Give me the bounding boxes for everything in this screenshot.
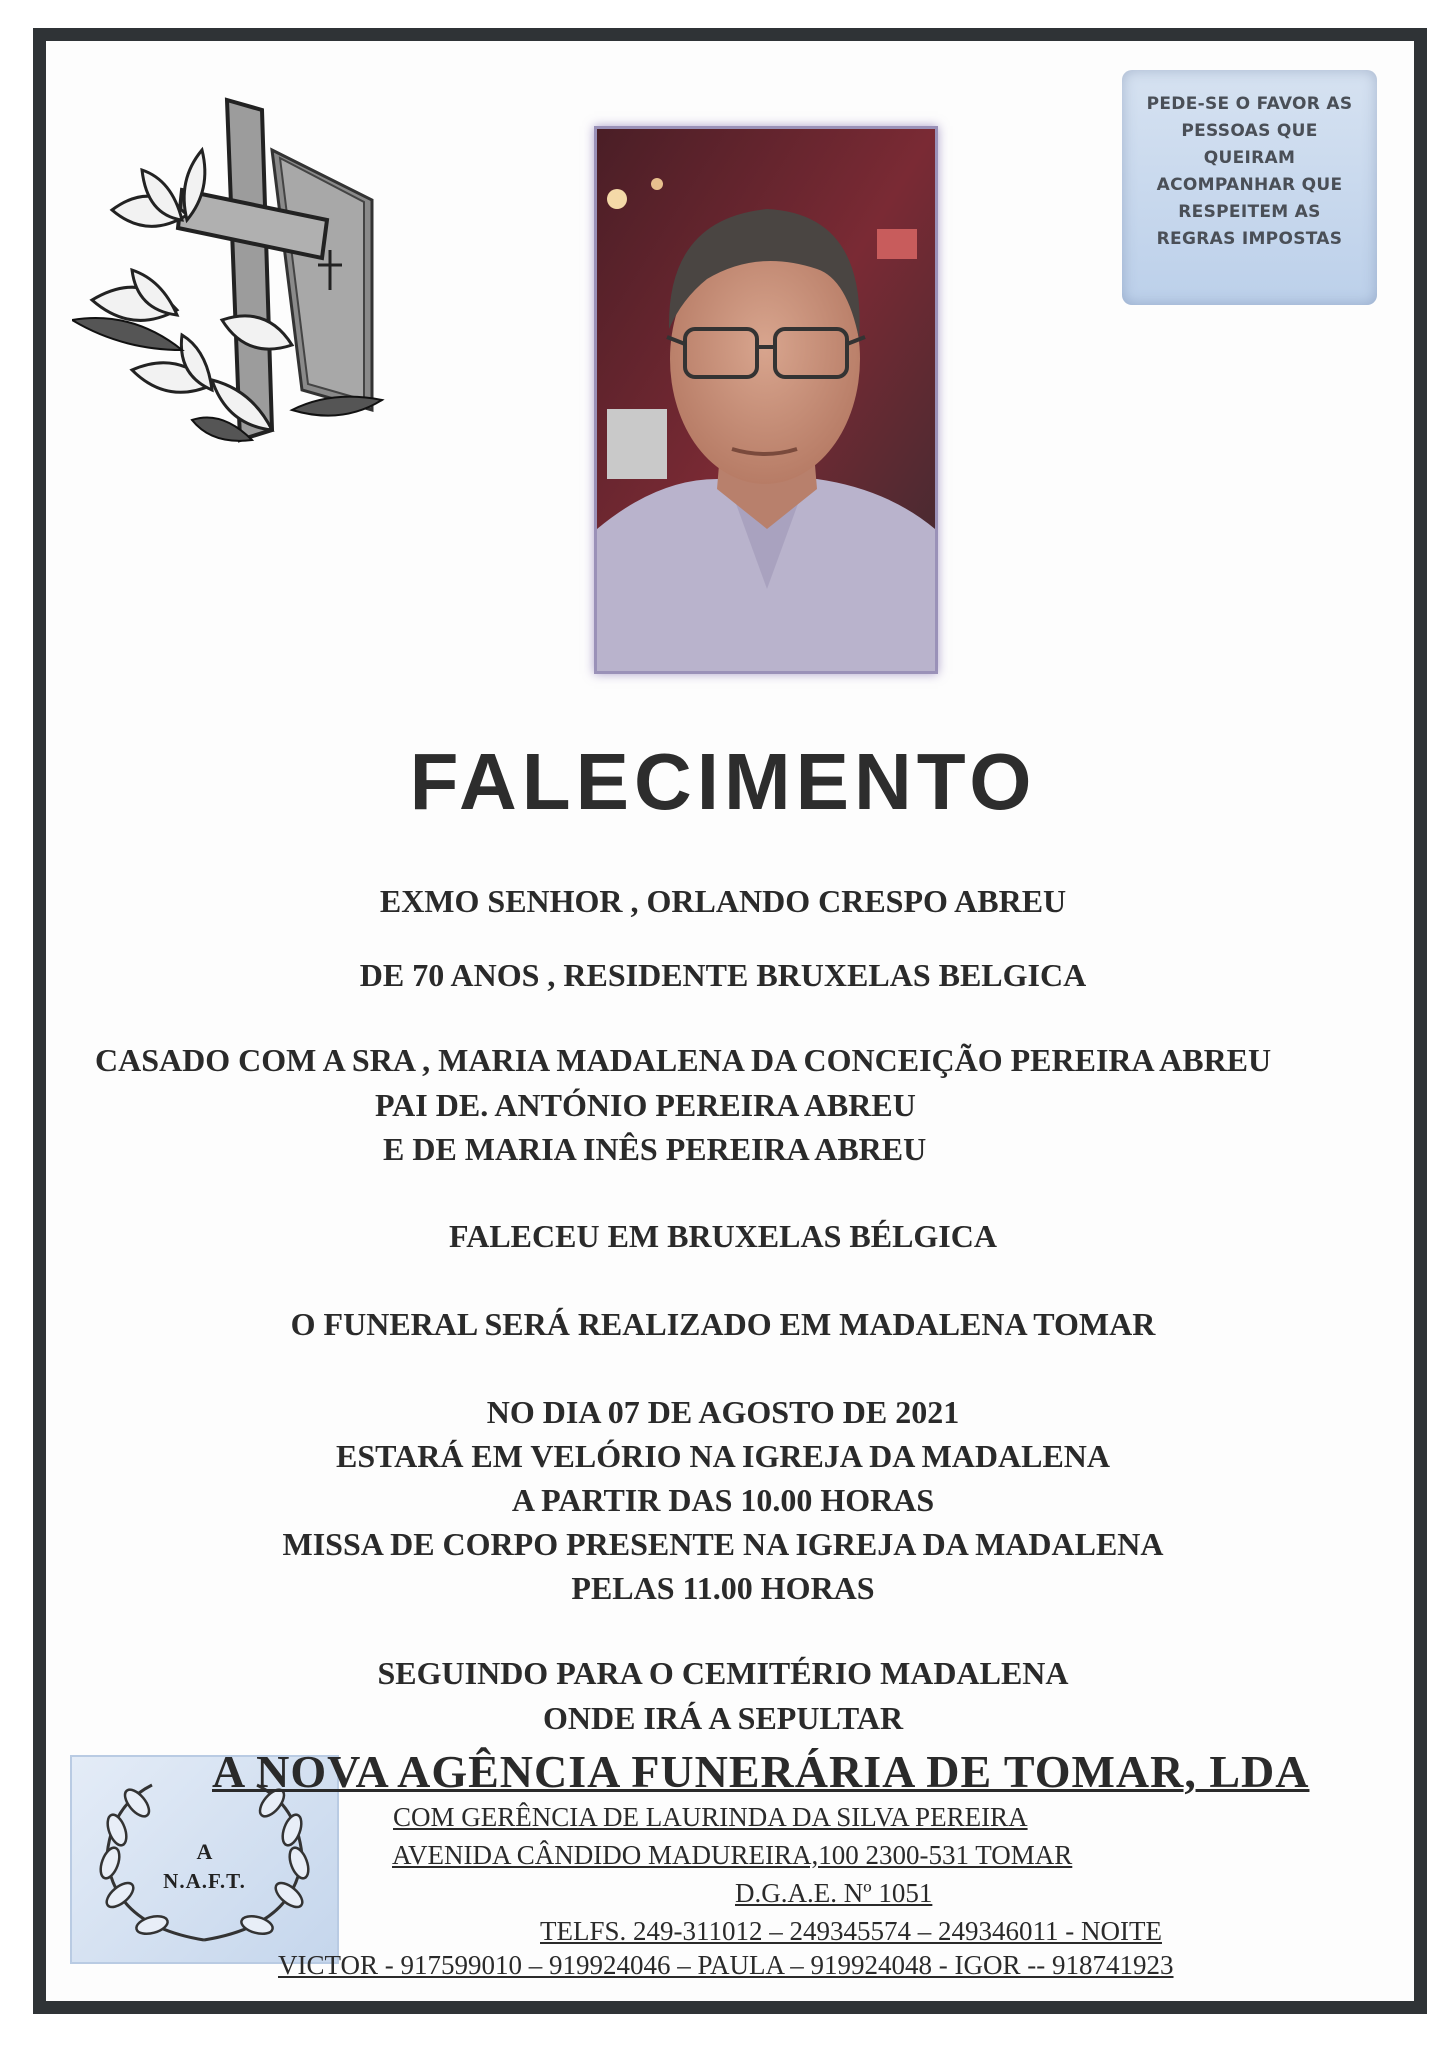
mass-location: MISSA DE CORPO PRESENTE NA IGREJA DA MADALENA bbox=[282, 1526, 1164, 1562]
portrait-photo bbox=[594, 126, 938, 674]
children-line-2: E DE MARIA INÊS PEREIRA ABREU bbox=[383, 1131, 927, 1167]
burial-line-1: SEGUINDO PARA O CEMITÉRIO MADALENA bbox=[377, 1655, 1069, 1691]
agency-name: A NOVA AGÊNCIA FUNERÁRIA DE TOMAR, LDA bbox=[212, 1746, 1310, 1797]
burial-line-2: ONDE IRÁ A SEPULTAR bbox=[542, 1700, 904, 1736]
covid-notice-box bbox=[1122, 70, 1377, 305]
logo-initials: N.A.F.T. bbox=[163, 1869, 246, 1893]
funeral-date: NO DIA 07 DE AGOSTO DE 2021 bbox=[486, 1394, 960, 1430]
notice-line: PEDE-SE O FAVOR AS bbox=[1146, 93, 1353, 114]
spouse-line: CASADO COM A SRA , MARIA MADALENA DA CONCEIÇÃO PEREIRA ABREU bbox=[95, 1042, 1272, 1078]
night-contacts: VICTOR - 917599010 – 919924046 – PAULA – 919924048 - IGOR -- 918741923 bbox=[278, 1950, 1174, 1980]
wake-time: A PARTIR DAS 10.00 HORAS bbox=[511, 1482, 935, 1518]
notice-line: PESSOAS QUE bbox=[1181, 120, 1318, 141]
wake-location: ESTARÁ EM VELÓRIO NA IGREJA DA MADALENA bbox=[335, 1438, 1111, 1474]
agency-phones: TELFS. 249-311012 – 249345574 – 249346011 - NOITE bbox=[540, 1916, 1162, 1946]
notice-line: QUEIRAM bbox=[1203, 147, 1296, 168]
logo-letter: A bbox=[196, 1839, 213, 1864]
cross-lily-ornament bbox=[72, 80, 412, 460]
deceased-name: EXMO SENHOR , ORLANDO CRESPO ABREU bbox=[379, 883, 1067, 919]
notice-line: RESPEITEM AS bbox=[1178, 201, 1321, 222]
notice-line: REGRAS IMPOSTAS bbox=[1156, 228, 1343, 249]
agency-dgae: D.G.A.E. Nº 1051 bbox=[735, 1878, 933, 1908]
bible-book-icon bbox=[272, 150, 372, 410]
death-place: FALECEU EM BRUXELAS BÉLGICA bbox=[449, 1218, 997, 1254]
notice-line: ACOMPANHAR QUE bbox=[1156, 174, 1343, 195]
deceased-age-residence: DE 70 ANOS , RESIDENTE BRUXELAS BELGICA bbox=[359, 957, 1087, 993]
children-line-1: PAI DE. ANTÓNIO PEREIRA ABREU bbox=[375, 1087, 916, 1123]
agency-management: COM GERÊNCIA DE LAURINDA DA SILVA PEREIRA bbox=[393, 1802, 1028, 1832]
funeral-place: O FUNERAL SERÁ REALIZADO EM MADALENA TOMAR bbox=[290, 1306, 1156, 1342]
agency-address: AVENIDA CÂNDIDO MADUREIRA,100 2300-531 TOMAR bbox=[392, 1840, 1073, 1870]
page-title: FALECIMENTO bbox=[409, 737, 1037, 826]
mass-time: PELAS 11.00 HORAS bbox=[571, 1570, 875, 1606]
